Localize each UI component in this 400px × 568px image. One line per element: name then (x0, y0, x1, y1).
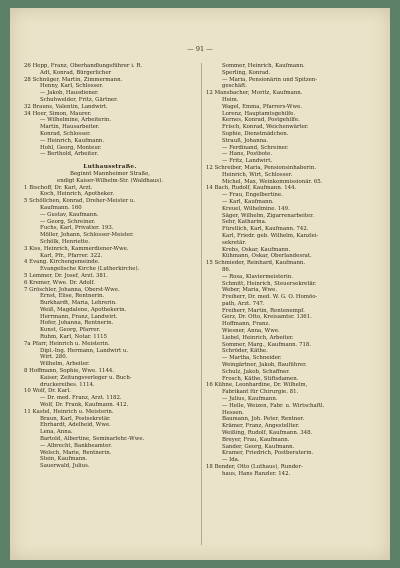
directory-entry: Gerz, Dr. Otto, Kreisamtsr. 1361. (222, 314, 312, 321)
directory-entry: Kunst, Georg, Pfarrer. (40, 327, 101, 334)
directory-entry: — Karl, Kaufmann. (222, 198, 274, 205)
directory-entry: 14 Bach, Rudolf, Kaufmann. 144. (206, 185, 297, 192)
directory-page (10, 8, 390, 560)
directory-entry: — Wilhelmine, Arbeiterin. (40, 117, 111, 124)
directory-entry: Möller, Johann, Schlosser-Meister. (40, 232, 134, 239)
directory-entry: Welsch, Marie, Rentnerin. (40, 449, 112, 456)
directory-entry: 34 Heer, Simon, Maurer. (24, 110, 92, 117)
directory-entry: — Martha, Schneider. (222, 355, 282, 362)
directory-entry: Frisch, Konrad, Weichenwärter. (222, 124, 309, 131)
directory-entry: geschäft. (222, 83, 247, 90)
directory-entry: Wagel, Emma, Pfarrers-Wwe. (222, 103, 302, 110)
directory-entry: Sperling, Konrad. (222, 69, 271, 76)
directory-entry: — Ida. (222, 457, 240, 464)
directory-entry: 26 Hepp, Franz, Oberhandlungsführer i. R. (24, 63, 143, 69)
directory-entry: Weingärtner, Jakob, Bauführer. (222, 362, 307, 369)
directory-entry: 6 Kremer, Wwe. Dr. Adolf. (24, 279, 95, 286)
directory-entry: 7a Pfarr, Heinrich u. Meisterin. (24, 340, 110, 347)
directory-entry: Liebel, Heinrich, Arbeiter. (222, 334, 294, 341)
directory-entry: Burkhardt, Maria, Lehrerin. (40, 300, 117, 307)
directory-entry: 86. (222, 266, 231, 273)
directory-entry: Fabrikant für Chirurgie. 81. (222, 389, 299, 396)
directory-entry: 5 Lemmer, Dr. Josef, Arzt. 381. (24, 272, 108, 279)
directory-entry: Schröder, Käthe. (222, 348, 268, 355)
directory-entry: Krebs, Oskar, Kaufmann. (222, 246, 291, 253)
directory-entry: 16 Kühne, Leonhardine, Dr. Wilhelm, (206, 382, 308, 389)
directory-entry: Baumann, Joh. Peter, Rentner. (222, 416, 305, 423)
directory-entry: — Rosa, Klaviermeisterin. (222, 273, 293, 280)
directory-entry: Schuhwelder, Fritz, Gärtner. (40, 96, 118, 103)
directory-entry: Sophie, Dienstmädchen. (222, 130, 289, 137)
directory-entry: Weißing, Rudolf, Kaufmann. 348. (222, 430, 313, 437)
directory-entry: Wolf, Dr. Frank, Kaufmann. 412. (40, 402, 129, 409)
directory-entry: Kernes, Konrad, Postgehilfe. (222, 117, 300, 124)
directory-entry: 8 Hoffmann, Sophie, Wwe. 1144. (24, 368, 115, 375)
directory-entry: Wiesner, Anna, Wwe. (222, 328, 280, 335)
directory-entry: Frosch, Käthe, Stiftsdamen. (222, 375, 299, 382)
left-column (24, 63, 196, 470)
page-number: — 91 — (187, 45, 213, 53)
directory-entry: Freiherr, Dr. med. W. G. O. Homöo- (222, 294, 318, 301)
directory-entry: — Heinrich, Kaufmann. (40, 137, 105, 144)
street-description: endigt Kaiser-Wilhelm-Str. (Waldhaus). (57, 177, 163, 184)
directory-entry: 18 Bender, Otto (Luthaus), Runder- (206, 464, 303, 471)
directory-entry: Kühmann, Oskar, Oberlandesrat. (222, 253, 312, 260)
directory-entry: Krämer, Franz, Angestellter. (222, 423, 300, 430)
directory-entry: Sehr, Katharina. (222, 219, 267, 226)
directory-entry: Karl, Friedr. geb. Wilhelm, Kanzlei- (222, 232, 319, 239)
directory-entry: sekretär. (222, 239, 247, 246)
directory-entry: Heinrich, Wirt, Schlosser. (222, 171, 293, 178)
directory-entry: — Julius, Kaufmann. (222, 396, 278, 403)
directory-entry: Ehrhardt, Adelheid, Wwe. (40, 422, 111, 429)
directory-entry: Sommer, Marg., Kaufmann. 718. (222, 341, 312, 348)
directory-entry: Koch, Heinrich, Apotheker. (40, 191, 114, 198)
directory-entry: path, Arzt. 747. (222, 300, 265, 307)
directory-entry: Martin, Hausarbeiter. (40, 124, 100, 131)
directory-entry: Hessen. (222, 409, 244, 416)
directory-entry: — Gustav, Kaufmann. (40, 211, 99, 218)
directory-entry: Dipl.-Ing. Hermann, Landwirt u. (40, 347, 129, 354)
directory-entry: Fürstlich, Karl, Kaufmann. 742. (222, 226, 309, 233)
directory-entry: Breyer, Frau, Kaufmann. (222, 436, 290, 443)
directory-entry: Heim. (222, 96, 239, 103)
directory-entry: Ruhm, Karl, Notar. 1115 (40, 334, 107, 341)
directory-entry: Hohl, Georg, Monteur. (40, 144, 102, 151)
directory-entry: — Fritz, Landwirt. (222, 158, 273, 165)
directory-entry: Kaufmann. 160 (40, 204, 82, 211)
directory-entry: Karl, Pfr., Pfarrer. 322. (40, 252, 103, 259)
directory-entry: Sander, Georg, Kaufmann. (222, 443, 295, 450)
directory-entry: Schölk, Henriette. (40, 238, 90, 245)
directory-entry: 28 Schnüger, Martin, Zimmermann. (24, 76, 123, 83)
directory-entry: — Georg, Schreiner. (40, 218, 96, 225)
directory-entry: Stein, Kaufmann. (40, 456, 88, 463)
directory-entry: Sommer, Heinrich, Kaufmann. (222, 63, 305, 69)
directory-entry: Bartold, Albertine, Seminarlehr.-Wwe. (40, 436, 145, 443)
directory-entry: Sauerwald, Julius. (40, 463, 90, 470)
directory-entry: 11 Kastel, Heinrich u. Meisterin. (24, 408, 114, 415)
directory-entry: 12 Mansbacher, Moritz, Kaufmann. (206, 90, 303, 97)
directory-entry: Wirt. 280. (40, 354, 68, 361)
directory-entry: — Albrecht, Bankbeamter. (40, 442, 112, 449)
directory-entry: 32 Brauns, Valentin, Landwirt. (24, 103, 108, 110)
directory-entry: — Ferdinand, Schreiner. (222, 144, 289, 151)
directory-entry: 4 Evang. Kirchengemeinde. (24, 259, 100, 266)
directory-entry: Lena, Anna. (40, 429, 73, 436)
directory-entry: Weber, Maria, Wwe. (222, 287, 278, 294)
directory-entry: Michel, Max, Weinkommissionär. 65. (222, 178, 323, 185)
street-heading: Luthausstraße. (83, 164, 137, 171)
directory-entry: 15 Schmieder, Reinhard, Kaufmann. (206, 260, 306, 267)
directory-entry: — Maria, Pensionärin und Spitzen- (222, 76, 318, 83)
directory-entry: Lorenz, Hauptamtsgehilfe. (222, 110, 296, 117)
directory-entry: — Frau, Engelbertine. (222, 192, 283, 199)
directory-entry: Ernst, Elise, Rentnerin. (40, 293, 105, 300)
directory-entry: Adt, Konrad, Bürgerlicher (40, 69, 112, 76)
right-column (206, 63, 378, 478)
directory-entry: 1 Bischoff, Dr. Karl, Arzt. (24, 184, 93, 191)
directory-entry: 12 Schreiber, Maria, Pensionsinhaberin. (206, 164, 317, 171)
directory-entry: Hofer, Johanna, Rentnerin. (40, 320, 114, 327)
directory-entry: Freiherr, Martin, Rentenempf. (222, 307, 305, 314)
directory-entry: Herrmann, Franz, Landwirt. (40, 313, 118, 320)
directory-entry: Hoffmann, Franz. (222, 321, 271, 328)
directory-entry: Kramer, Friedrich, Postberaterin. (222, 450, 314, 457)
directory-entry: Wilhelm, Arbeiter. (40, 361, 90, 368)
column-divider (201, 63, 202, 545)
directory-entry: — Jakob, Hausdiener. (40, 90, 99, 97)
directory-entry: — Dr. med. Franz, Arzt. 1182. (40, 395, 122, 402)
directory-entry: 5 Schöllchen, Konrad, Dreher-Meister u. (24, 198, 136, 205)
directory-entry: Säger, Wilhelm, Zigarrenarbeiter. (222, 212, 314, 219)
directory-entry: Strauß, Johanna. (222, 137, 269, 144)
directory-entry: 7 Gröschler, Johanna, Oberst-Wwe. (24, 286, 120, 293)
directory-entry: Braun, Karl, Postsekretär. (40, 415, 111, 422)
street-description: Beginnt Mannheimer Straße, (70, 170, 150, 177)
directory-entry: Weiß, Magdalene, Apothekerin. (40, 306, 127, 313)
directory-entry: haus, Hans Ranzler. 142. (222, 470, 291, 477)
directory-entry: Kaiser, Zeitungsverleger u. Buch- (40, 374, 132, 381)
directory-entry: 10 Wolf, Dr. Karl. (24, 388, 71, 395)
directory-entry: 3 Kiss, Heinrich, Kammerdiener-Wwe. (24, 245, 129, 252)
directory-entry: Konrad, Schlosser. (40, 130, 91, 137)
directory-entry: — Hans, Postbote. (222, 151, 273, 158)
directory-entry: Schulz, Jakob, Schaffner. (222, 368, 290, 375)
directory-entry: Schmitt, Heinrich, Steuersekretär. (222, 280, 317, 287)
directory-entry: — Berthold, Arbeiter. (40, 151, 99, 158)
directory-entry: druckereibes. 1114. (40, 381, 95, 388)
directory-entry: Henny, Karl, Schlosser. (40, 83, 104, 90)
directory-entry: — Helle, Weizen, Fabr. u. Wirtschaftl. (222, 402, 325, 409)
directory-entry: Kreuel, Wilhelmine. 149. (222, 205, 290, 212)
directory-entry: Evangelische Kirche (Lutherkirche). (40, 266, 140, 273)
directory-entry: Fuchs, Karl, Privatier. 193. (40, 225, 114, 232)
